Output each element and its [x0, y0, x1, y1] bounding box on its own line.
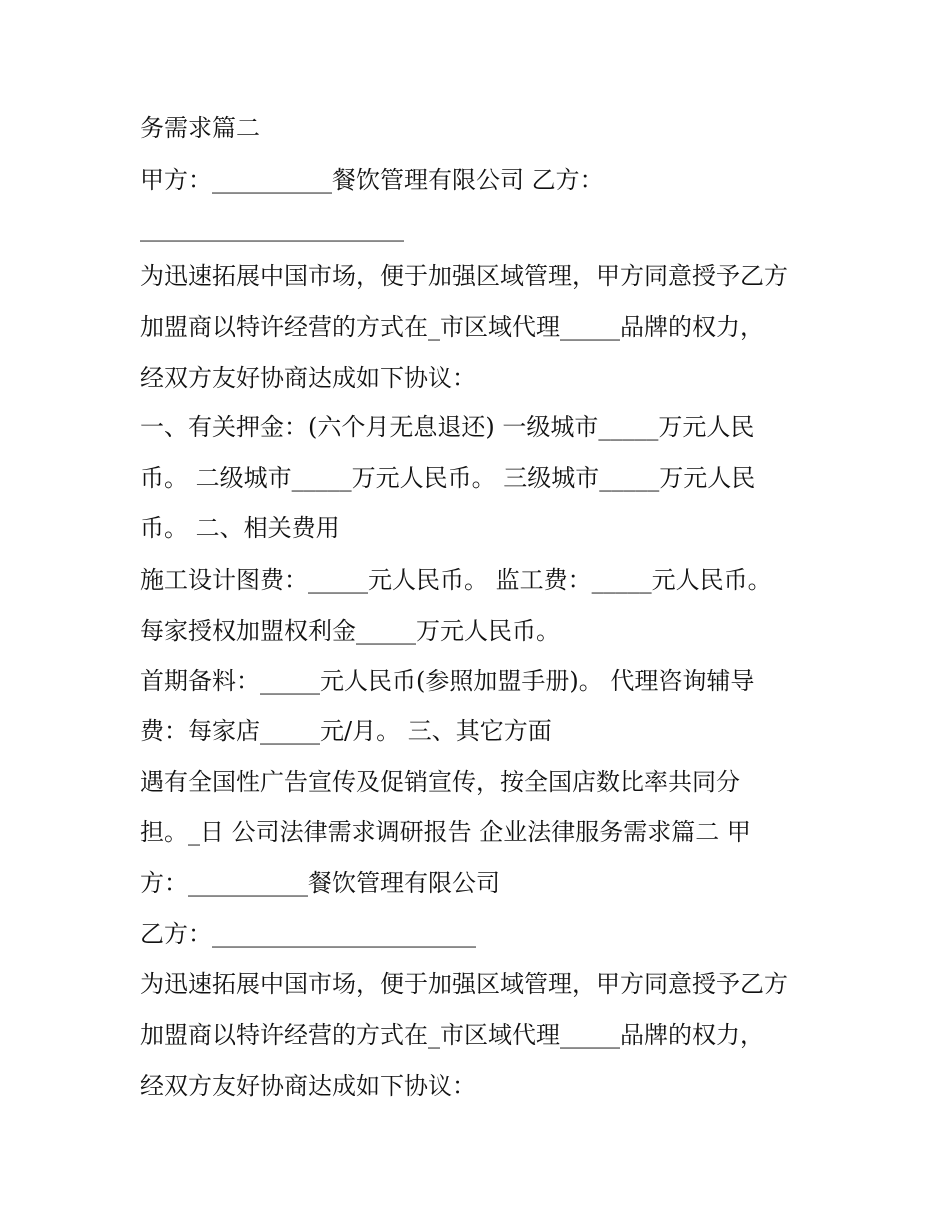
text-line: 币。 二级城市_____万元人民币。 三级城市_____万元人民 [140, 464, 756, 492]
text-line: 首期备料：_____元人民币(参照加盟手册)。 代理咨询辅导 [140, 667, 755, 695]
text-line: 经双方友好协商达成如下协议： [140, 1072, 476, 1100]
text-line: 施工设计图费：_____元人民币。 监工费：_____元人民币。 [140, 566, 772, 594]
text-line: 每家授权加盟权利金_____万元人民币。 [140, 617, 560, 645]
text-line: 为迅速拓展中国市场，便于加强区域管理，甲方同意授予乙方 [140, 262, 788, 290]
text-line: 甲方：__________餐饮管理有限公司 乙方： [140, 166, 604, 194]
text-line: 遇有全国性广告宣传及促销宣传，按全国店数比率共同分 [140, 768, 740, 796]
text-line: 务需求篇二 [140, 114, 260, 142]
text-line: 加盟商以特许经营的方式在_市区域代理_____品牌的权力， [140, 1021, 764, 1049]
text-line: 费：每家店_____元/月。 三、其它方面 [140, 717, 552, 745]
text-line: 乙方：______________________ [140, 920, 476, 948]
text-line: 加盟商以特许经营的方式在_市区域代理_____品牌的权力， [140, 313, 764, 341]
text-line: 为迅速拓展中国市场，便于加强区域管理，甲方同意授予乙方 [140, 970, 788, 998]
text-line: 一、有关押金：(六个月无息退还) 一级城市_____万元人民 [140, 413, 755, 441]
text-line: 担。_日 公司法律需求调研报告 企业法律服务需求篇二 甲 [140, 818, 751, 846]
text-line: ______________________ [140, 214, 404, 242]
text-line: 币。 二、相关费用 [140, 514, 340, 542]
text-line: 经双方友好协商达成如下协议： [140, 364, 476, 392]
text-line: 方：__________餐饮管理有限公司 [140, 869, 500, 897]
